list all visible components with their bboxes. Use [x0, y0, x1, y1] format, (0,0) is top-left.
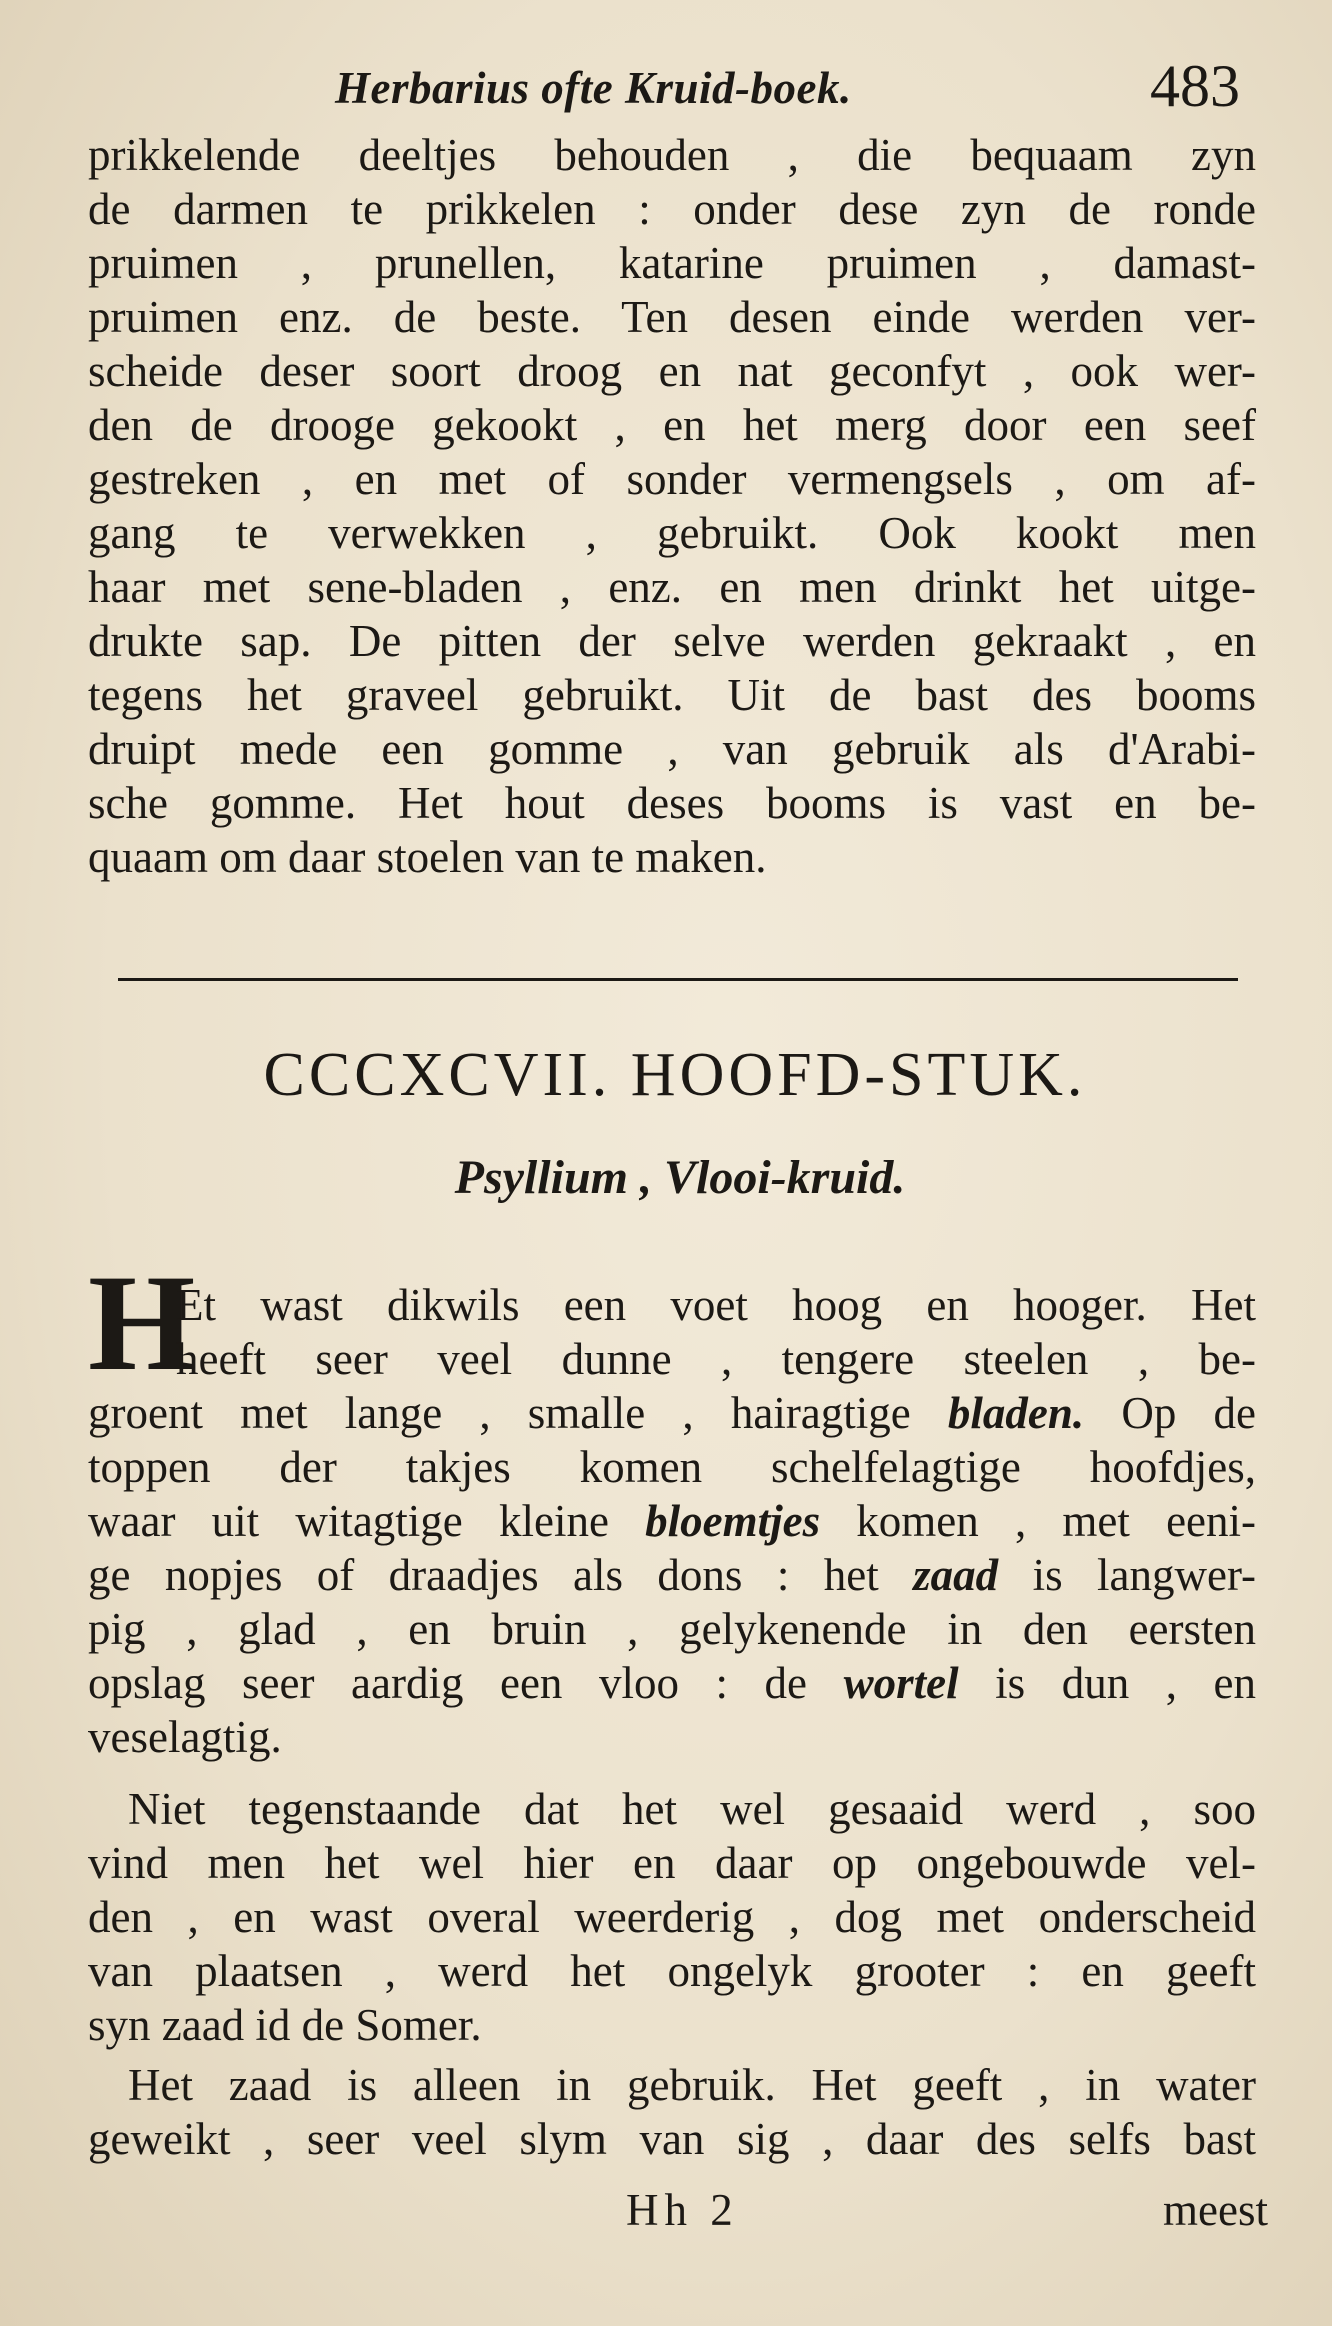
- text-line: haar met sene-bladen , enz. en men drinkt het uitge-: [88, 562, 1256, 612]
- text-line: den , en wast overal weerderig , dog met onderscheid: [88, 1892, 1256, 1942]
- text-line: toppen der takjes komen schelfelagtige hoofdjes,: [88, 1442, 1256, 1492]
- drop-cap: H: [88, 1246, 196, 1399]
- text-line: groent met lange , smalle , hairagtige bladen. Op de: [88, 1388, 1256, 1438]
- text-line: druipt mede een gomme , van gebruik als d'Arabi-: [88, 724, 1256, 774]
- text-line: scheide deser soort droog en nat geconfyt , ook wer-: [88, 346, 1256, 396]
- page-number: 483: [1150, 53, 1240, 119]
- signature-mark: Hh 2: [626, 2185, 739, 2235]
- text-line: heeft seer veel dunne , tengere steelen , be-: [176, 1334, 1256, 1384]
- botanical-term: zaad: [913, 1550, 999, 1600]
- text-line: pruimen enz. de beste. Ten desen einde werden ver-: [88, 292, 1256, 342]
- text-line: geweikt , seer veel slym van sig , daar des selfs bast: [88, 2114, 1256, 2164]
- text-line: pig , glad , en bruin , gelykenende in den eersten: [88, 1604, 1256, 1654]
- botanical-term: bladen.: [947, 1388, 1085, 1438]
- text-line: van plaatsen , werd het ongelyk grooter : en geeft: [88, 1946, 1256, 1996]
- chapter-subtitle: Psyllium , Vlooi-kruid.: [454, 1151, 906, 1204]
- botanical-term: wortel: [843, 1658, 959, 1708]
- text-line: Het zaad is alleen in gebruik. Het geeft , in water: [128, 2060, 1256, 2110]
- text-line: gestreken , en met of sonder vermengsels , om af-: [88, 454, 1256, 504]
- running-title: Herbarius ofte Kruid-boek.: [335, 63, 852, 113]
- text-line: waar uit witagtige kleine bloemtjes komen , met eeni-: [88, 1496, 1256, 1546]
- text-line: vind men het wel hier en daar op ongebouwde vel-: [88, 1838, 1256, 1888]
- text-line: Niet tegenstaande dat het wel gesaaid werd , soo: [128, 1784, 1256, 1834]
- text-line: quaam om daar stoelen van te maken.: [88, 832, 767, 882]
- text-line: syn zaad id de Somer.: [88, 2000, 482, 2050]
- text-line: veselagtig.: [88, 1712, 282, 1762]
- section-divider: [118, 978, 1238, 981]
- text-line: de darmen te prikkelen : onder dese zyn de ronde: [88, 184, 1256, 234]
- botanical-term: bloemtjes: [645, 1496, 821, 1546]
- text-line: ge nopjes of draadjes als dons : het zaad is langwer-: [88, 1550, 1256, 1600]
- text-line: sche gomme. Het hout deses booms is vast en be-: [88, 778, 1256, 828]
- text-line: Et wast dikwils een voet hoog en hooger. Het: [176, 1280, 1256, 1330]
- catchword: meest: [1163, 2185, 1268, 2235]
- chapter-title: CCCXCVII. HOOFD-STUK.: [263, 1041, 1087, 1109]
- text-line: gang te verwekken , gebruikt. Ook kookt men: [88, 508, 1256, 558]
- text-line: den de drooge gekookt , en het merg door een seef: [88, 400, 1256, 450]
- text-line: drukte sap. De pitten der selve werden gekraakt , en: [88, 616, 1256, 666]
- text-line: opslag seer aardig een vloo : de wortel is dun , en: [88, 1658, 1256, 1708]
- page-header: [0, 48, 1332, 128]
- text-line: tegens het graveel gebruikt. Uit de bast des booms: [88, 670, 1256, 720]
- text-line: pruimen , prunellen, katarine pruimen , damast-: [88, 238, 1256, 288]
- text-line: prikkelende deeltjes behouden , die bequaam zyn: [88, 130, 1256, 180]
